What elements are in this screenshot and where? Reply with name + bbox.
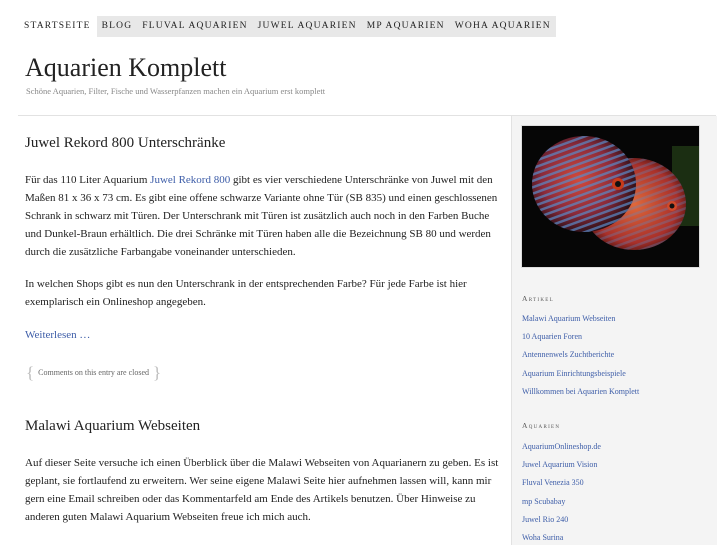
post-text: Für das 110 Liter Aquarium xyxy=(25,174,151,186)
sidebar-heading-artikel: Artikel xyxy=(522,294,554,303)
list-item xyxy=(522,380,639,398)
right-brace: } xyxy=(153,363,162,382)
sidebar-link[interactable]: mp Scubabay xyxy=(522,496,566,506)
sidebar-link[interactable]: Juwel Rio 240 xyxy=(522,514,569,524)
nav-startseite[interactable]: STARTSEITE xyxy=(18,16,97,37)
sidebar-list-artikel xyxy=(522,307,639,398)
post-paragraph: In welchen Shops gibt es nun den Unterschrank in der entsprechenden Farbe? Für jede Farbe ist hier exemplarisch ein Onlineshop angegeben. xyxy=(25,278,467,308)
sidebar-link[interactable]: Antennenwels Zuchtberichte xyxy=(522,350,615,360)
juwel-rekord-link[interactable]: Juwel Rekord 800 xyxy=(150,174,231,186)
site-title[interactable]: Aquarien Komplett xyxy=(25,53,227,82)
post-title-juwel-rekord[interactable]: Juwel Rekord 800 Unterschränke xyxy=(25,135,226,151)
discus-fish-image xyxy=(521,125,700,268)
comments-text: Comments on this entry are closed xyxy=(38,368,150,377)
nav-blog[interactable]: BLOG xyxy=(101,21,133,31)
list-item xyxy=(522,471,601,489)
sidebar-link[interactable]: Woha Surina xyxy=(522,532,564,542)
list-item xyxy=(522,435,601,453)
sidebar-link[interactable]: AquariumOnlineshop.de xyxy=(522,442,601,451)
sidebar-link[interactable]: 10 Aquarien Foren xyxy=(522,332,582,342)
sidebar-heading-aquarien: Aquarien xyxy=(522,421,561,430)
nav-fluval-aquarien[interactable]: FLUVAL AQUARIEN xyxy=(142,21,248,31)
sidebar-link[interactable]: Aquarium Einrichtungsbeispiele xyxy=(522,368,626,378)
sidebar-list-aquarien xyxy=(522,435,601,544)
nav-mp-aquarien[interactable]: MP AQUARIEN xyxy=(366,21,445,31)
sidebar-link[interactable]: Willkommen bei Aquarien Komplett xyxy=(522,386,640,396)
post-title-malawi[interactable]: Malawi Aquarium Webseiten xyxy=(25,418,201,434)
main-nav xyxy=(18,16,556,37)
list-item xyxy=(522,325,639,343)
discus-fish-icon xyxy=(522,126,699,267)
left-brace: { xyxy=(26,363,35,382)
comments-closed-note xyxy=(26,364,161,381)
nav-woha-aquarien[interactable]: WOHA AQUARIEN xyxy=(454,21,551,31)
sidebar-link[interactable]: Malawi Aquarium Webseiten xyxy=(522,314,616,323)
list-item xyxy=(522,343,639,361)
list-item xyxy=(522,526,601,544)
list-item xyxy=(522,508,601,526)
sidebar xyxy=(511,116,717,545)
read-more-link[interactable]: Weiterlesen … xyxy=(25,329,91,341)
list-item xyxy=(522,490,601,508)
post-paragraph: Auf dieser Seite versuche ich einen Überblick über die Malawi Webseiten von Aquarianern zu geben. Es ist geplant, sie fortlaufend zu erweitern. Wer seine eigene Malawi Seite hier aufnehmen lassen will, kann mir gern eine Email schreiben oder das Kommentarfeld am Ende des Artikels benutzen. Über Hinweise zu anderen guten Malawi Aquarium Webseiten freue ich mich auch. xyxy=(25,457,499,523)
post-text: gibt es vier verschiedene Unterschränke von Juwel mit den Maßen 81 x 36 x 73 cm. Es gibt eine offene schwarze Variante ohne Tür (SB 835) und einen geschlossenen Schrank in schwarz mit Türen. Der Unterschrank mit Türen ist zusätzlich auch noch in den Farben Buche und Dunkel-Braun erhältlich. Die drei Schränke mit Türen haben alle die Bezeichnung SB 80 und werden durch die zusätzliche Farbangabe voneinander unterschieden. xyxy=(25,174,498,258)
post-paragraph xyxy=(25,171,503,261)
sidebar-link[interactable]: Fluval Venezia 350 xyxy=(522,478,584,488)
list-item xyxy=(522,362,639,380)
nav-juwel-aquarien[interactable]: JUWEL AQUARIEN xyxy=(257,21,357,31)
list-item xyxy=(522,307,639,325)
site-tagline: Schöne Aquarien, Filter, Fische und Wasserpfanzen machen ein Aquarium erst komplett xyxy=(26,86,326,96)
sidebar-link[interactable]: Juwel Aquarium Vision xyxy=(522,460,598,470)
list-item xyxy=(522,453,601,471)
